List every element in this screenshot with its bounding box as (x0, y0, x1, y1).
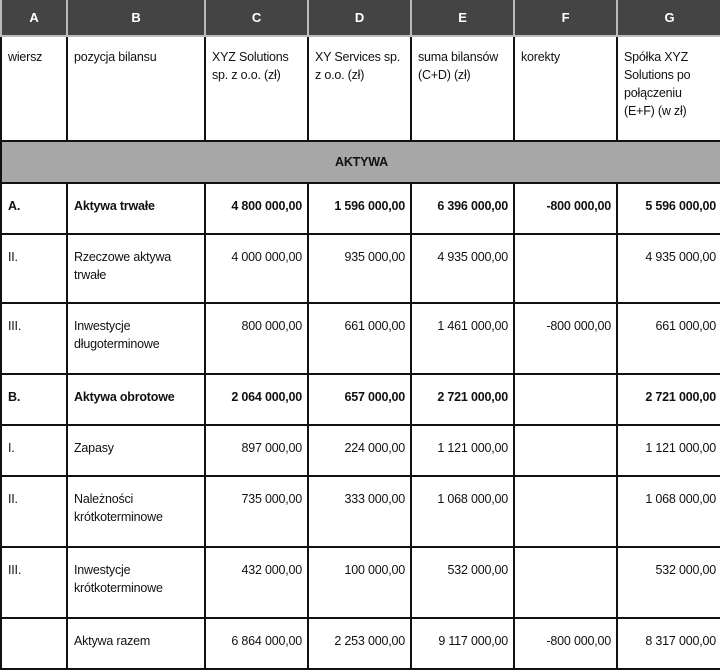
row-name: Aktywa obrotowe (67, 374, 205, 425)
column-letter: G (617, 0, 720, 36)
value-xyz: 432 000,00 (205, 547, 308, 618)
table-row (1, 547, 720, 618)
value-xyz: 897 000,00 (205, 425, 308, 476)
row-name: Należności krótkoterminowe (67, 476, 205, 547)
row-name: Inwestycje krótkoterminowe (67, 547, 205, 618)
row-name: Inwestycje długoterminowe (67, 303, 205, 374)
row-id (1, 618, 67, 669)
value-sum: 4 935 000,00 (411, 234, 514, 303)
value-xyz: 4 000 000,00 (205, 234, 308, 303)
column-letters-row (1, 0, 720, 36)
value-merged: 1 068 000,00 (617, 476, 720, 547)
table-row (1, 234, 720, 303)
section-row (1, 141, 720, 183)
header-korekty: korekty (514, 36, 617, 141)
value-xy: 100 000,00 (308, 547, 411, 618)
value-xy: 333 000,00 (308, 476, 411, 547)
value-sum: 2 721 000,00 (411, 374, 514, 425)
value-correction (514, 476, 617, 547)
header-suma: suma bilansów (C+D) (zł) (411, 36, 514, 141)
table-row (1, 303, 720, 374)
row-id: I. (1, 425, 67, 476)
column-letter: E (411, 0, 514, 36)
row-name: Rzeczowe aktywa trwałe (67, 234, 205, 303)
header-pozycja: pozycja bilansu (67, 36, 205, 141)
value-xy: 935 000,00 (308, 234, 411, 303)
value-xy: 2 253 000,00 (308, 618, 411, 669)
value-merged: 661 000,00 (617, 303, 720, 374)
value-merged: 2 721 000,00 (617, 374, 720, 425)
row-id: B. (1, 374, 67, 425)
value-xyz: 2 064 000,00 (205, 374, 308, 425)
header-wiersz: wiersz (1, 36, 67, 141)
header-po-polaczeniu: Spółka XYZ Solutions po połączeniu (E+F) (w zł) (617, 36, 720, 141)
value-correction: -800 000,00 (514, 303, 617, 374)
column-letter: B (67, 0, 205, 36)
value-sum: 1 068 000,00 (411, 476, 514, 547)
value-correction: -800 000,00 (514, 618, 617, 669)
value-merged: 1 121 000,00 (617, 425, 720, 476)
value-merged: 4 935 000,00 (617, 234, 720, 303)
value-sum: 1 121 000,00 (411, 425, 514, 476)
value-xy: 657 000,00 (308, 374, 411, 425)
header-row (1, 36, 720, 141)
value-correction: -800 000,00 (514, 183, 617, 234)
row-id: A. (1, 183, 67, 234)
value-merged: 532 000,00 (617, 547, 720, 618)
table-body (1, 183, 720, 669)
table-row (1, 183, 720, 234)
column-letter: D (308, 0, 411, 36)
section-title: AKTYWA (1, 141, 720, 183)
value-sum: 532 000,00 (411, 547, 514, 618)
value-xy: 1 596 000,00 (308, 183, 411, 234)
value-xy: 661 000,00 (308, 303, 411, 374)
row-id: II. (1, 234, 67, 303)
value-xyz: 800 000,00 (205, 303, 308, 374)
row-name: Aktywa trwałe (67, 183, 205, 234)
row-name: Zapasy (67, 425, 205, 476)
column-letter: F (514, 0, 617, 36)
value-xyz: 6 864 000,00 (205, 618, 308, 669)
row-name: Aktywa razem (67, 618, 205, 669)
row-id: III. (1, 547, 67, 618)
value-merged: 8 317 000,00 (617, 618, 720, 669)
value-merged: 5 596 000,00 (617, 183, 720, 234)
value-xy: 224 000,00 (308, 425, 411, 476)
header-xyz-solutions: XYZ Solutions sp. z o.o. (zł) (205, 36, 308, 141)
table-row (1, 425, 720, 476)
table-row (1, 374, 720, 425)
value-correction (514, 425, 617, 476)
value-correction (514, 374, 617, 425)
value-correction (514, 547, 617, 618)
value-correction (514, 234, 617, 303)
value-xyz: 4 800 000,00 (205, 183, 308, 234)
value-sum: 1 461 000,00 (411, 303, 514, 374)
table-row (1, 476, 720, 547)
column-letter: C (205, 0, 308, 36)
value-sum: 6 396 000,00 (411, 183, 514, 234)
header-xy-services: XY Services sp. z o.o. (zł) (308, 36, 411, 141)
row-id: II. (1, 476, 67, 547)
value-xyz: 735 000,00 (205, 476, 308, 547)
table-row (1, 618, 720, 669)
column-letter: A (1, 0, 67, 36)
row-id: III. (1, 303, 67, 374)
value-sum: 9 117 000,00 (411, 618, 514, 669)
